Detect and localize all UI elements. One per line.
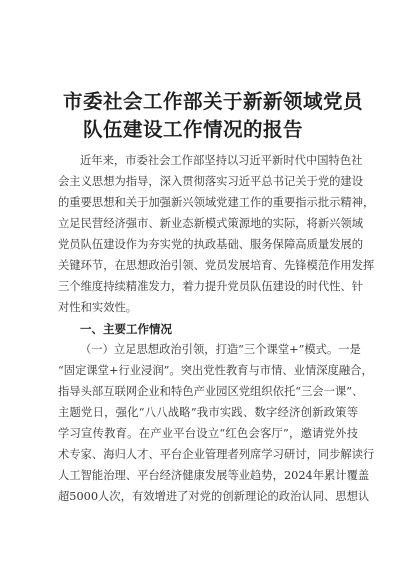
section-paragraph-line: 主题党日，强化“八八战略”我市实践、数字经济创新政策等 <box>58 406 358 419</box>
section-paragraph-line: 指导头部互联网企业和特色产业园区党组织依托“三会一课”、 <box>58 385 364 398</box>
intro-paragraph-line: 的重要思想和关于加强新兴领域党建工作的重要指示批示精神， <box>58 196 375 209</box>
intro-paragraph-line: 关键环节，在思想政治引领、党员发展培育、先锋模范作用发挥 <box>58 259 375 272</box>
report-title-line-2: 队伍建设工作情况的报告 <box>82 118 303 141</box>
report-title-line-1: 市委社会工作部关于新新领域党员 <box>62 90 363 113</box>
intro-paragraph-line: 会主义思想为指导，深入贯彻落实习近平总书记关于党的建设 <box>58 175 364 188</box>
section-paragraph-line: 术专家、海归人才、平台企业管理者列席学习研讨，同步解读行 <box>58 448 375 461</box>
section-paragraph-line: （一）立足思想政治引领，打造“三个课堂+”模式。一是 <box>80 343 361 356</box>
intro-paragraph-line: 近年来，市委社会工作部坚持以习近平新时代中国特色社 <box>80 154 363 167</box>
intro-paragraph-line: 对性和实效性。 <box>58 301 138 314</box>
section-paragraph-line: 超5000人次，有效增进了对党的创新理论的政治认同、思想认 <box>58 490 370 503</box>
intro-paragraph-line: 立足民营经济强市、新业态新模式策源地的实际，将新兴领域 <box>58 217 364 230</box>
section-paragraph-line: 人工智能治理、平台经济健康发展等业趋势，2024年累计覆盖 <box>58 469 370 482</box>
intro-paragraph-line: 三个维度持续精准发力，着力提升党员队伍建设的时代性、针 <box>58 280 364 293</box>
section-heading: 一、主要工作情况 <box>80 322 172 336</box>
section-paragraph-line: “固定课堂+行业浸润”。突出党性教育与市情、业情深度融合， <box>58 364 373 377</box>
intro-paragraph-line: 党员队伍建设作为夯实党的执政基础、服务保障高质量发展的 <box>58 238 364 251</box>
section-paragraph-line: 学习宣传教育。在产业平台设立“红色会客厅”，邀请党外技 <box>58 427 358 440</box>
